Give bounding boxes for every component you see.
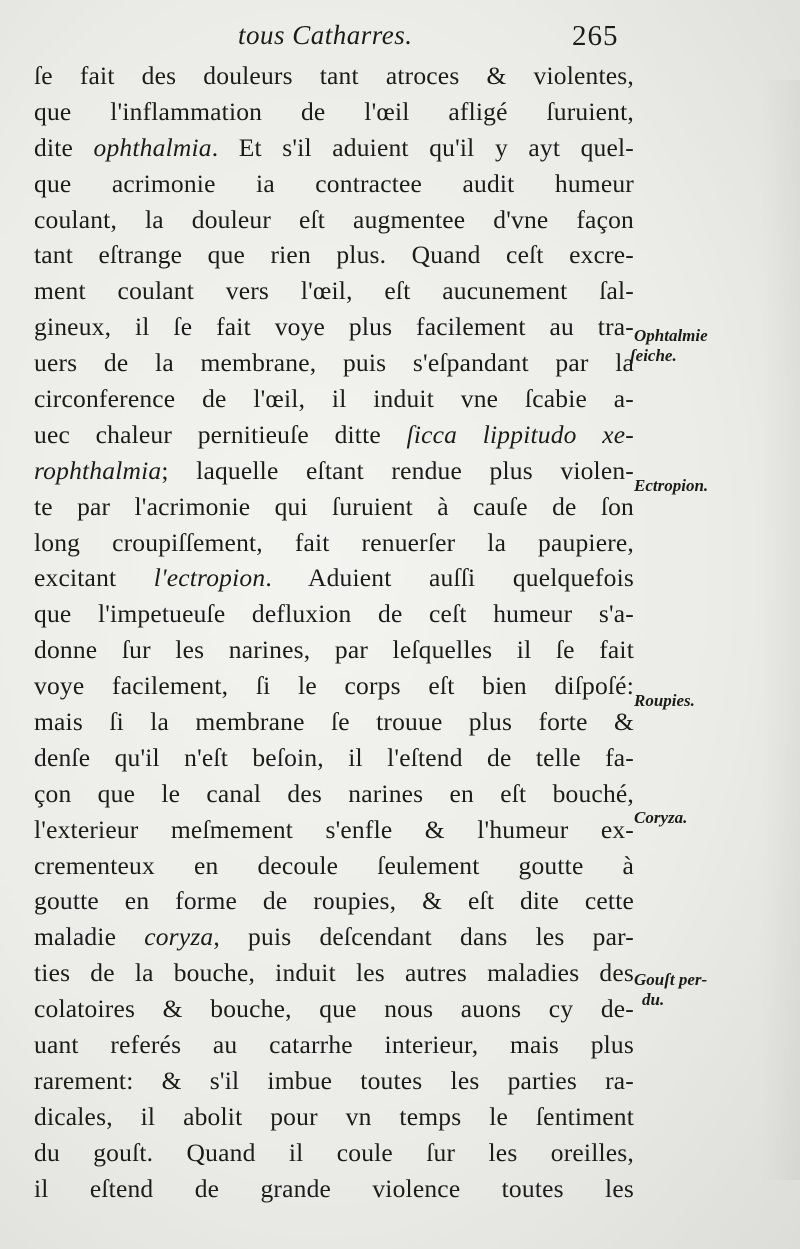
text-line: crementeux en decoule ſeulement goutte à: [34, 850, 634, 880]
text-line: colatoires & bouche, que nous auons cy de-: [34, 994, 634, 1024]
margin-note-line: Ectropion.: [634, 476, 709, 495]
text-segment: ; laquelle eſtant rendue plus violen-: [161, 455, 634, 485]
text-line: [34, 130, 634, 166]
text-line: rarement: & s'il imbue toutes les parties ra-: [34, 1065, 634, 1095]
text-segment: , puis deſcendant dans les par-: [213, 922, 634, 952]
margin-note-ophtalmie: [630, 326, 794, 366]
text-segment: . Et s'il aduient qu'il y ayt quel-: [211, 132, 634, 162]
margin-note-roupies: [634, 691, 794, 711]
text-line: çon que le canal des narines en eſt bouché,: [34, 778, 634, 808]
margin-note-ectropion: [634, 476, 794, 496]
text-line: [34, 919, 634, 955]
page-header: [0, 18, 800, 58]
italic-term: ophthalmia: [93, 132, 212, 162]
text-line: coulant, la douleur eſt augmentee d'vne façon: [34, 204, 634, 234]
margin-note-line: Gouſt per-: [634, 970, 708, 989]
italic-term: ſicca lippitudo xe-: [406, 419, 634, 449]
text-line: tant eſtrange que rien plus. Quand ceſt excre-: [34, 240, 634, 270]
text-line: que l'impetueuſe defluxion de ceſt humeur s'a-: [34, 599, 634, 629]
text-line: [34, 560, 634, 596]
text-line: uers de la membrane, puis s'eſpandant par la: [34, 348, 634, 378]
text-line: voye facilement, ſi le corps eſt bien diſpoſé:: [34, 671, 634, 701]
text-line: goutte en forme de roupies, & eſt dite cette: [34, 886, 634, 916]
text-line: mais ſi la membrane ſe trouue plus forte &: [34, 707, 634, 737]
text-line: [34, 453, 634, 489]
text-line: donne ſur les narines, par leſquelles il ſe fait: [34, 635, 634, 665]
text-segment: maladie: [34, 922, 145, 952]
text-line: l'exterieur meſmement s'enfle & l'humeur ex-: [34, 814, 634, 844]
text-line: gineux, il ſe fait voye plus facilement au tra-: [34, 312, 634, 342]
text-segment: dite: [34, 132, 94, 162]
margin-note-coryza: [634, 808, 794, 828]
text-line: il eſtend de grande violence toutes les: [34, 1173, 634, 1203]
italic-term: l'ectropion: [153, 563, 266, 593]
text-segment: . Aduient auſſi quelquefois: [265, 563, 634, 593]
margin-note-line: Roupies.: [634, 691, 695, 710]
text-line: te par l'acrimonie qui ſuruient à cauſe de ſon: [34, 491, 634, 521]
margin-note-line: du.: [642, 990, 665, 1009]
margin-note-line: Coryza.: [634, 808, 688, 827]
margin-note-line: ſeiche.: [630, 346, 677, 365]
running-head: tous Catharres.: [238, 20, 413, 50]
italic-term: rophthalmia: [34, 455, 162, 485]
body-text: [34, 58, 634, 1207]
text-line: long croupiſſement, fait renuerſer la paupiere,: [34, 527, 634, 557]
text-line: du gouſt. Quand il coule ſur les oreilles,: [34, 1137, 634, 1167]
text-segment: excitant: [34, 563, 154, 593]
text-line: uant referés au catarrhe interieur, mais plus: [34, 1030, 634, 1060]
text-line: ment coulant vers l'œil, eſt aucunement ſal-: [34, 276, 634, 306]
text-line: ſe fait des douleurs tant atroces & violentes,: [34, 61, 634, 90]
page-number: 265: [572, 20, 619, 52]
text-segment: uec chaleur pernitieuſe ditte: [34, 419, 407, 449]
margin-note-line: Ophtalmie: [634, 326, 708, 345]
text-line: dicales, il abolit pour vn temps le ſentiment: [34, 1101, 634, 1131]
margin-note-goust-perdu: [634, 970, 794, 1010]
text-line: que l'inflammation de l'œil afligé ſuruient,: [34, 96, 634, 126]
text-line: circonference de l'œil, il induit vne ſcabie a-: [34, 384, 634, 414]
text-line: denſe qu'il n'eſt beſoin, il l'eſtend de telle fa-: [34, 742, 634, 772]
page-edge-shadow: [760, 80, 800, 1180]
text-line: [34, 417, 634, 453]
text-line: ties de la bouche, induit les autres maladies des: [34, 958, 634, 988]
text-line: que acrimonie ia contractee audit humeur: [34, 168, 634, 198]
italic-term: coryza: [144, 922, 214, 952]
